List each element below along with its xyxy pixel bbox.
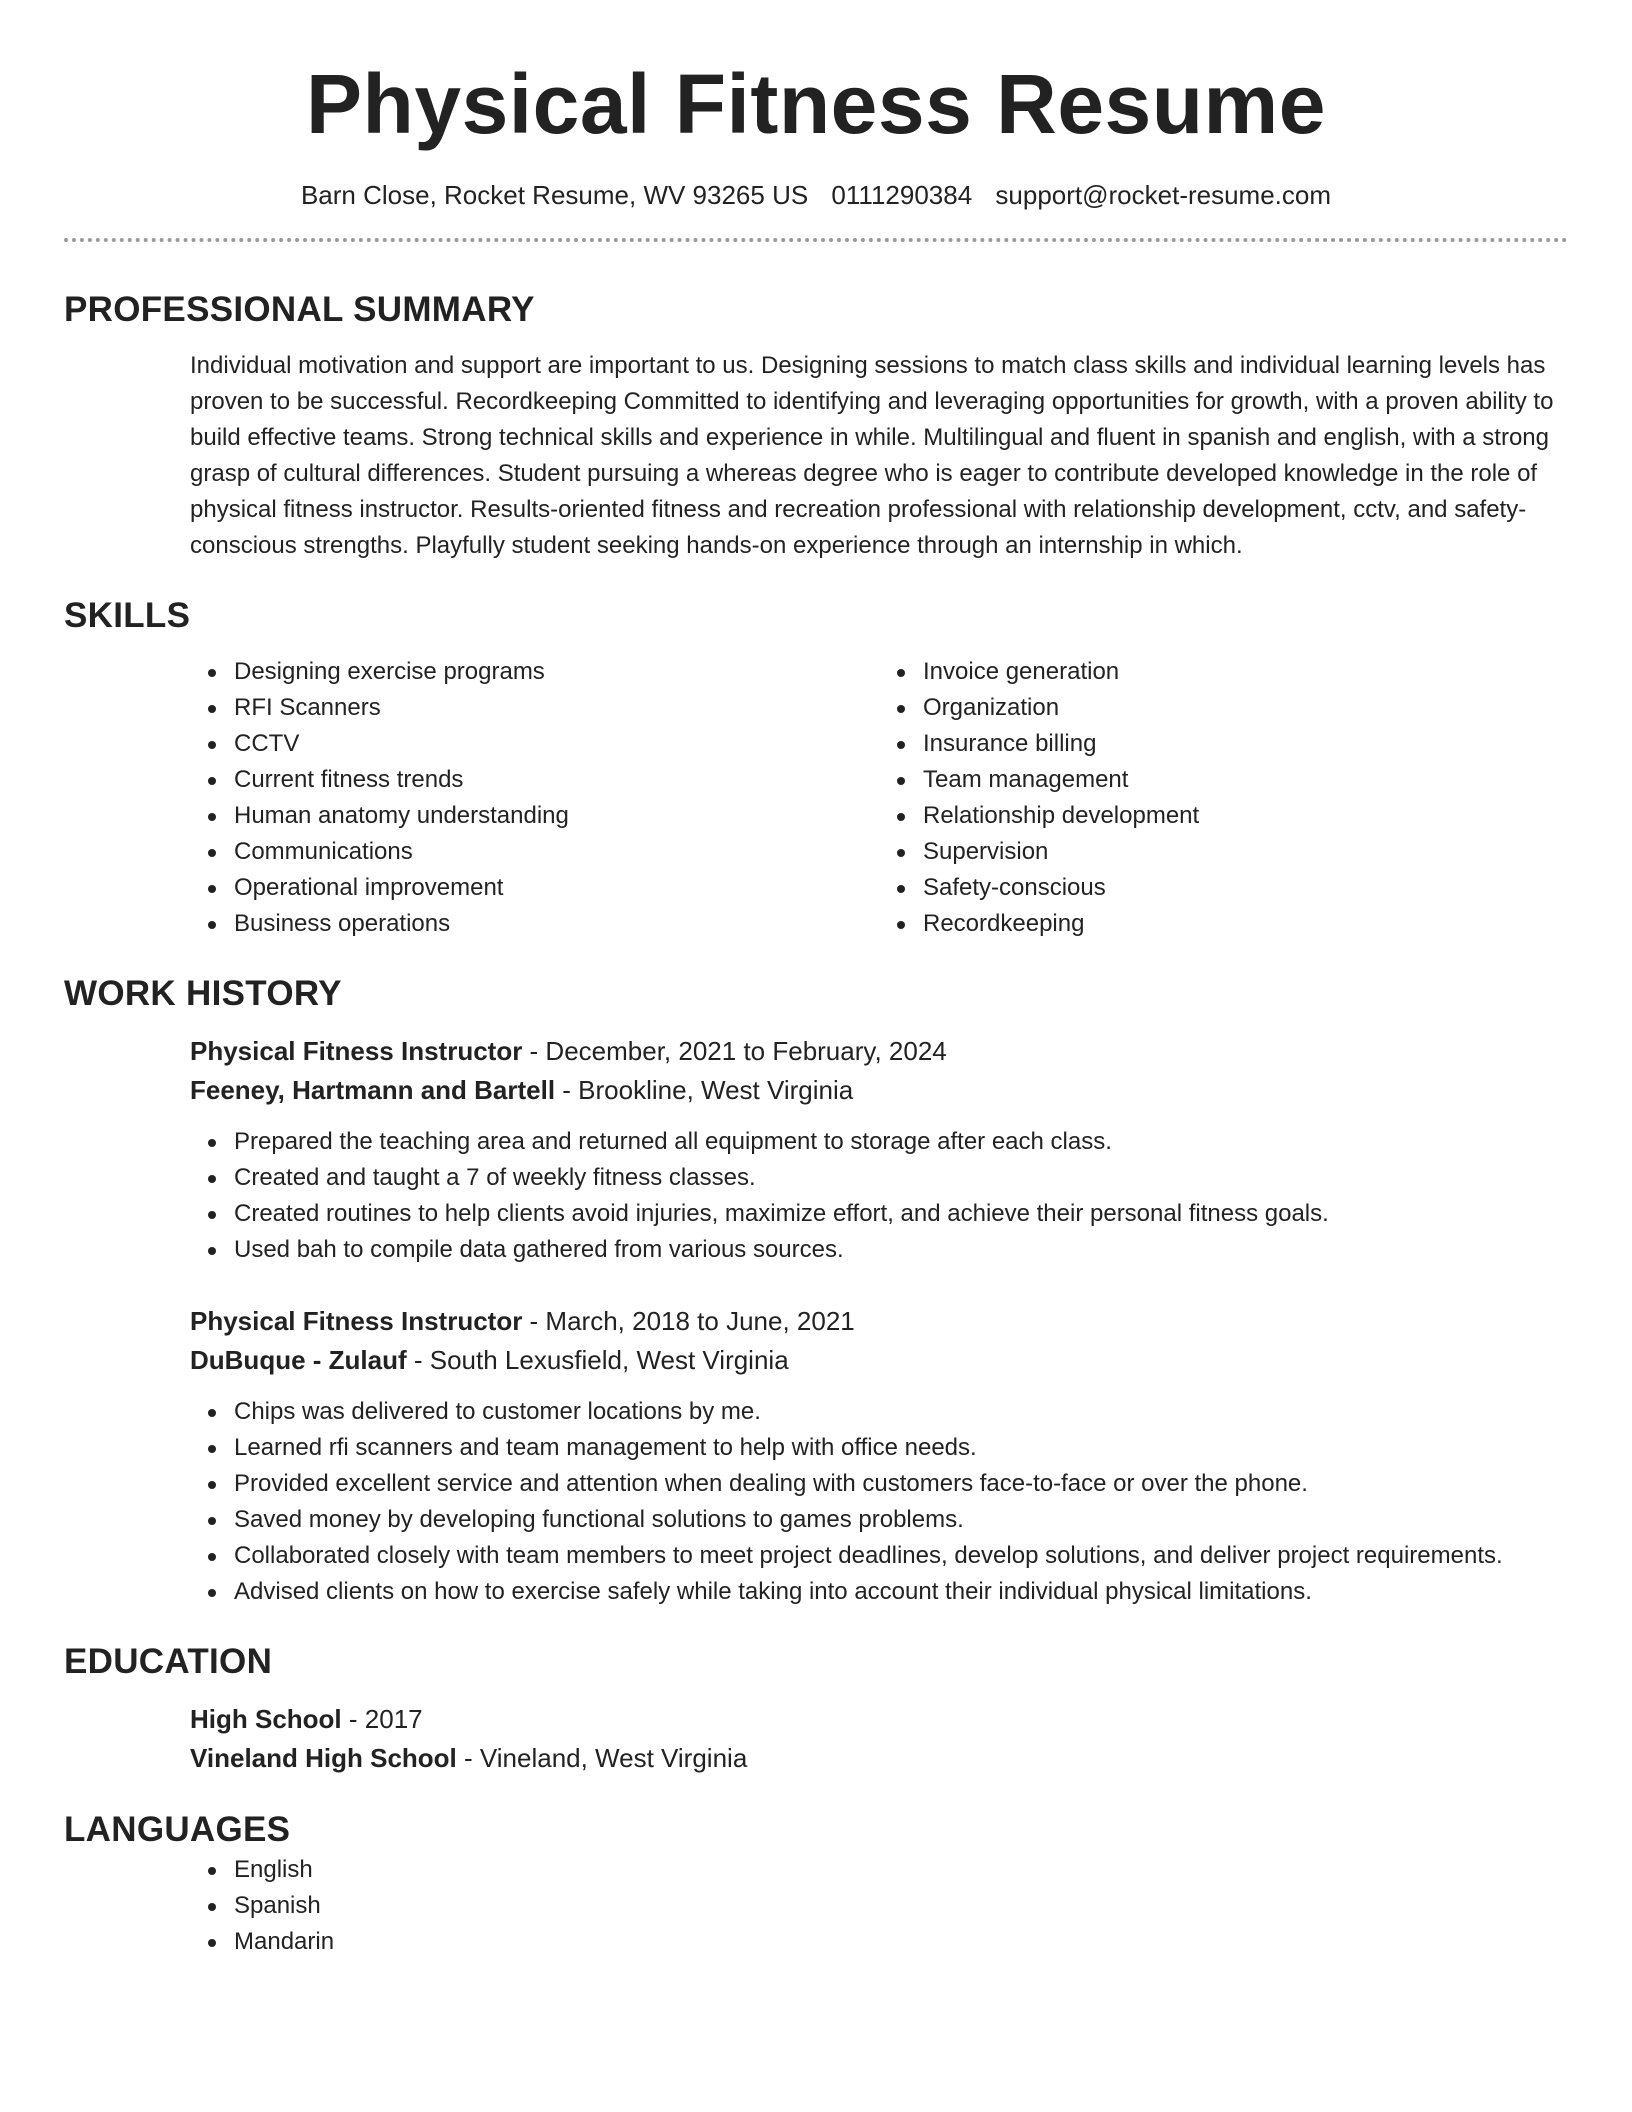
- job-role: Physical Fitness Instructor: [190, 1036, 523, 1066]
- education-degree: High School: [190, 1704, 342, 1734]
- languages-heading: LANGUAGES: [64, 1810, 291, 1849]
- job-company: DuBuque - Zulauf: [190, 1345, 407, 1375]
- language-item: English: [234, 1852, 1568, 1888]
- summary-section: [64, 348, 1568, 564]
- education-year: - 2017: [341, 1704, 423, 1734]
- skill-item: Invoice generation: [923, 654, 1568, 690]
- education-location: - Vineland, West Virginia: [456, 1743, 748, 1773]
- job-duty: Saved money by developing functional solutions to games problems.: [234, 1502, 1568, 1538]
- job-dates: - December, 2021 to February, 2024: [522, 1036, 947, 1066]
- skill-item: Human anatomy understanding: [234, 798, 879, 834]
- job-dates: - March, 2018 to June, 2021: [522, 1306, 855, 1336]
- skill-item: Supervision: [923, 834, 1568, 870]
- contact-address: Barn Close, Rocket Resume, WV 93265 US: [300, 180, 809, 210]
- languages-list: [190, 1852, 1568, 1960]
- contact-email: support@rocket-resume.com: [995, 180, 1332, 210]
- education-degree-line: [190, 1700, 1568, 1739]
- skills-section: [64, 654, 1568, 942]
- skill-item: Current fitness trends: [234, 762, 879, 798]
- resume-title: Physical Fitness Resume: [306, 57, 1326, 151]
- skill-item: Operational improvement: [234, 870, 879, 906]
- languages-section: [64, 1852, 1568, 1960]
- skills-list-left: [190, 654, 879, 942]
- summary-text: Individual motivation and support are important to us. Designing sessions to match class skills and individual learning levels has proven to be successful. Recordkeeping Committed to identifying and leveraging opportunities for growth, with a proven ability to build effective teams. Strong technical skills and experience in while. Multilingual and fluent in spanish and english, with a strong grasp of cultural differences. Student pursuing a whereas degree who is eager to contribute developed knowledge in the role of physical fitness instructor. Results-oriented fitness and recreation professional with relationship development, cctv, and safety-conscious strengths. Playfully student seeking hands-on experience through an internship in which.: [190, 352, 1554, 559]
- job-entry: [190, 1302, 1568, 1610]
- job-company: Feeney, Hartmann and Bartell: [190, 1075, 556, 1105]
- job-duty: Collaborated closely with team members to meet project deadlines, develop solutions, and deliver project requirements.: [234, 1538, 1568, 1574]
- job-duty: Learned rfi scanners and team management to help with office needs.: [234, 1430, 1568, 1466]
- job-role: Physical Fitness Instructor: [190, 1306, 523, 1336]
- skills-list-right: [879, 654, 1568, 942]
- job-company-line: [190, 1341, 1568, 1380]
- language-item: Mandarin: [234, 1924, 1568, 1960]
- language-item: Spanish: [234, 1888, 1568, 1924]
- education-section: [64, 1700, 1568, 1778]
- job-duty: Used bah to compile data gathered from various sources.: [234, 1232, 1568, 1268]
- skills-heading: SKILLS: [64, 596, 191, 635]
- job-duties: [190, 1124, 1568, 1268]
- skill-item: RFI Scanners: [234, 690, 879, 726]
- skill-item: Insurance billing: [923, 726, 1568, 762]
- job-entry: [190, 1032, 1568, 1268]
- skills-grid: [190, 654, 1568, 942]
- education-school: Vineland High School: [190, 1743, 457, 1773]
- job-location: - South Lexusfield, West Virginia: [406, 1345, 789, 1375]
- contact-phone: 0111290384: [831, 180, 973, 210]
- job-duty: Created and taught a 7 of weekly fitness classes.: [234, 1160, 1568, 1196]
- contact-line: [64, 178, 1568, 212]
- header-divider: [64, 238, 1568, 242]
- job-duties: [190, 1394, 1568, 1610]
- education-heading: EDUCATION: [64, 1642, 273, 1681]
- skill-item: Relationship development: [923, 798, 1568, 834]
- work-history-heading: WORK HISTORY: [64, 974, 342, 1013]
- skill-item: CCTV: [234, 726, 879, 762]
- skill-item: Business operations: [234, 906, 879, 942]
- job-role-line: [190, 1032, 1568, 1071]
- education-entry: [190, 1700, 1568, 1778]
- job-duty: Advised clients on how to exercise safely while taking into account their individual physical limitations.: [234, 1574, 1568, 1610]
- job-role-line: [190, 1302, 1568, 1341]
- job-duty: Prepared the teaching area and returned all equipment to storage after each class.: [234, 1124, 1568, 1160]
- skill-item: Communications: [234, 834, 879, 870]
- work-history-section: [64, 1032, 1568, 1610]
- job-duty: Chips was delivered to customer locations by me.: [234, 1394, 1568, 1430]
- skill-item: Organization: [923, 690, 1568, 726]
- job-location: - Brookline, West Virginia: [555, 1075, 854, 1105]
- education-school-line: [190, 1739, 1568, 1778]
- summary-heading: PROFESSIONAL SUMMARY: [64, 290, 535, 329]
- skill-item: Recordkeeping: [923, 906, 1568, 942]
- job-duty: Provided excellent service and attention when dealing with customers face-to-face or over the phone.: [234, 1466, 1568, 1502]
- job-duty: Created routines to help clients avoid injuries, maximize effort, and achieve their personal fitness goals.: [234, 1196, 1568, 1232]
- skill-item: Safety-conscious: [923, 870, 1568, 906]
- skill-item: Team management: [923, 762, 1568, 798]
- skill-item: Designing exercise programs: [234, 654, 879, 690]
- job-company-line: [190, 1071, 1568, 1110]
